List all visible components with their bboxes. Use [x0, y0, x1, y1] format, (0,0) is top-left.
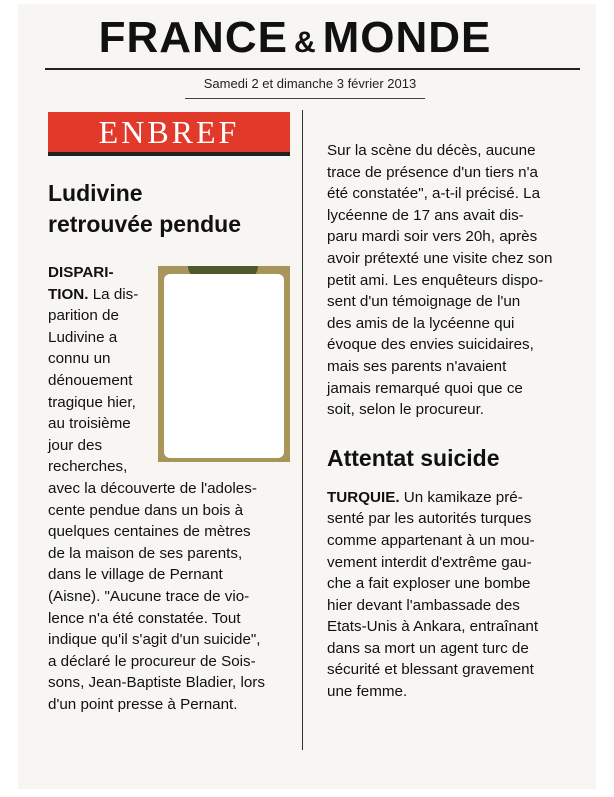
- dateline: Samedi 2 et dimanche 3 février 2013: [203, 76, 417, 91]
- text-line: cente pendue dans un bois à: [48, 501, 244, 519]
- text-line: évoque des envies suicidaires,: [327, 336, 534, 354]
- column-divider: [302, 110, 303, 750]
- text-line: été constatée", a-t-il précisé. La: [327, 185, 541, 203]
- article1-headline: [48, 178, 296, 240]
- text-line: sons, Jean-Baptiste Bladier, lors: [48, 674, 265, 692]
- text-line: parition de: [48, 307, 119, 325]
- kicker: DISPARI-: [48, 264, 114, 281]
- article1-headline-line2: retrouvée pendue: [48, 211, 241, 237]
- text-line: connu un: [48, 350, 111, 368]
- text-line: senté par les autorités turques: [327, 510, 532, 528]
- masthead: [70, 14, 520, 67]
- text-line: sent d'un témoignage de l'un: [327, 293, 521, 311]
- text-line: avoir prétexté une visite chez son: [327, 249, 553, 267]
- masthead-amp: &: [293, 26, 317, 59]
- masthead-left: FRANCE: [98, 13, 288, 62]
- article1-lead: [48, 262, 296, 715]
- article1-continued: [327, 140, 587, 421]
- text-line: tragique hier,: [48, 393, 136, 411]
- text-line: petit ami. Les enquêteurs dispo-: [327, 271, 544, 289]
- text-line: che a fait exploser une bombe: [327, 575, 531, 593]
- dateline-rule: [185, 98, 425, 99]
- kicker: TURQUIE.: [327, 488, 400, 506]
- text-line: lycéenne de 17 ans avait dis-: [327, 206, 524, 224]
- text-line: dans le village de Pernant: [48, 566, 223, 584]
- text-line: soit, selon le procureur.: [327, 401, 485, 419]
- text-line: [48, 284, 156, 306]
- text-line: recherches,: [48, 458, 128, 476]
- text-line: Ludivine a: [48, 328, 118, 346]
- text-line: jamais remarqué quoi que ce: [327, 379, 523, 397]
- text-line: [327, 487, 587, 509]
- text-line: a déclaré le procureur de Sois-: [48, 652, 256, 670]
- text-line: quelques centaines de mètres: [48, 523, 251, 541]
- text-line: au troisième: [48, 415, 131, 433]
- text-line: avec la découverte de l'adoles-: [48, 479, 257, 497]
- article2-text: [327, 487, 587, 703]
- masthead-rule: [45, 68, 580, 70]
- photo: [158, 266, 290, 462]
- text-line: indique qu'il s'agit d'un suicide",: [48, 631, 261, 649]
- text-line-rest: La dis-: [88, 285, 139, 303]
- text-line: comme appartenant à un mou-: [327, 531, 535, 549]
- text-line: lence n'a été constatée. Tout: [48, 609, 241, 627]
- article1-wide-text: [48, 478, 296, 716]
- text-line: d'un point presse à Pernant.: [48, 695, 238, 713]
- text-line: de la maison de ses parents,: [48, 544, 243, 562]
- text-line: trace de présence d'un tiers n'a: [327, 163, 538, 181]
- left-column: [48, 112, 296, 715]
- text-line: hier devant l'ambassade des: [327, 596, 520, 614]
- text-line: dans sa mort un agent turc de: [327, 639, 529, 657]
- section-tag: ENBREF: [48, 112, 290, 156]
- text-line: (Aisne). "Aucune trace de vio-: [48, 587, 250, 605]
- text-line-rest: Un kamikaze pré-: [399, 488, 523, 506]
- article1-headline-line1: Ludivine: [48, 180, 143, 206]
- text-line: des amis de la lycéenne qui: [327, 314, 515, 332]
- text-line: Etats-Unis à Ankara, entraînant: [327, 618, 539, 636]
- text-line: Sur la scène du décès, aucune: [327, 142, 536, 159]
- article2-headline: Attentat suicide: [327, 444, 500, 471]
- text-line: une femme.: [327, 683, 408, 701]
- photo-redaction: [164, 274, 284, 458]
- text-line: jour des: [48, 436, 103, 454]
- text-line: dénouement: [48, 371, 133, 389]
- masthead-right: MONDE: [322, 13, 492, 62]
- text-line: sécurité et blessant gravement: [327, 661, 534, 679]
- article1-narrow-text: [48, 262, 156, 478]
- text-line: [48, 262, 156, 284]
- text-line: paru mardi soir vers 20h, après: [327, 228, 538, 246]
- kicker-end: TION.: [48, 285, 89, 303]
- text-line: mais ses parents n'avaient: [327, 357, 507, 375]
- text-line: vement interdit d'extrême gau-: [327, 553, 532, 571]
- right-column: [327, 140, 587, 703]
